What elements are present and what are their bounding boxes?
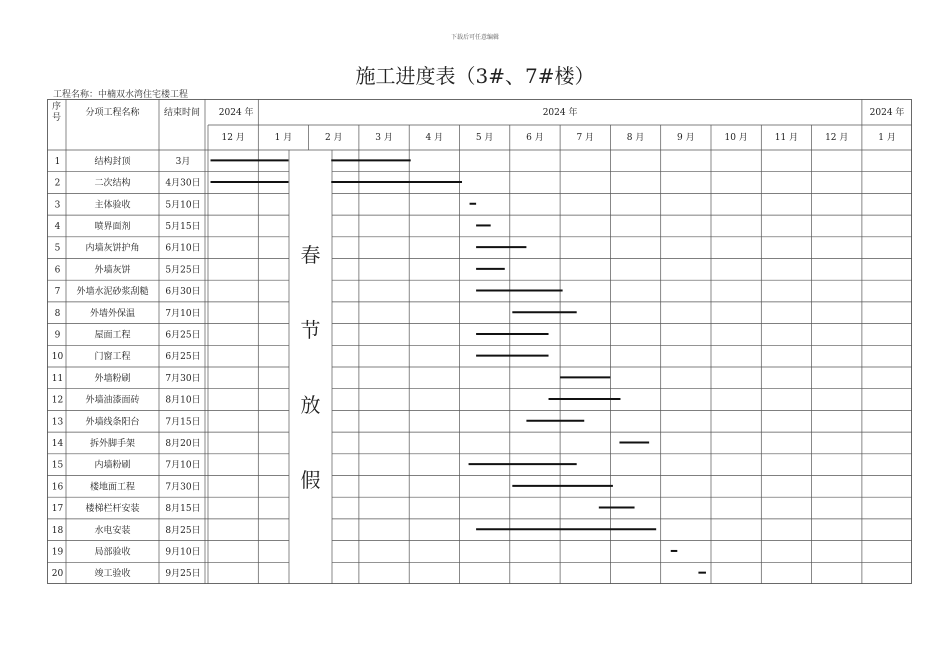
row-number: 1 (54, 156, 61, 167)
month-label: 5 月 (475, 133, 494, 143)
row-number: 20 (51, 569, 64, 580)
header-year-left: 2024 年 (218, 108, 254, 118)
month-label: 8 月 (626, 133, 645, 143)
row-number: 5 (54, 243, 61, 254)
row-item-name: 内墙粉刷 (94, 460, 131, 471)
row-end-time: 7月10日 (165, 460, 201, 471)
month-label: 12 月 (221, 133, 245, 143)
row-end-time: 6月25日 (165, 330, 201, 341)
row-number: 4 (54, 221, 61, 232)
header-item-name: 分项工程名称 (85, 108, 140, 118)
row-number: 9 (54, 330, 61, 341)
row-number: 8 (54, 308, 61, 319)
row-item-name: 外墙外保温 (89, 308, 136, 319)
header-end-time: 结束时间 (163, 108, 201, 118)
page-title: 施工进度表（3#、7#楼） (355, 64, 595, 88)
row-number: 13 (51, 417, 64, 428)
month-label: 4 月 (425, 133, 444, 143)
project-name: 工程名称：中楠双水湾住宅楼工程 (53, 90, 189, 100)
row-item-name: 外墙线条阳台 (85, 417, 140, 428)
month-label: 11 月 (774, 133, 799, 143)
row-number: 18 (51, 525, 64, 536)
row-end-time: 7月10日 (165, 308, 201, 319)
row-end-time: 5月15日 (165, 221, 201, 232)
row-item-name: 屋面工程 (94, 330, 131, 341)
month-label: 9 月 (677, 133, 695, 143)
row-end-time: 8月20日 (165, 438, 201, 449)
row-item-name: 二次结构 (94, 178, 131, 189)
festival-char: 春 (300, 243, 321, 267)
header-note: 下载后可任意编辑 (450, 34, 499, 41)
row-number: 3 (54, 200, 61, 211)
month-label: 1 月 (274, 133, 293, 143)
month-label: 6 月 (526, 133, 544, 143)
row-end-time: 8月10日 (165, 395, 201, 406)
row-item-name: 外墙油漆面砖 (85, 395, 140, 406)
row-end-time: 3月 (175, 156, 191, 167)
row-number: 7 (54, 287, 61, 298)
row-item-name: 水电安装 (94, 525, 131, 536)
row-item-name: 门窗工程 (94, 352, 131, 363)
row-end-time: 8月15日 (165, 504, 201, 515)
row-end-time: 6月10日 (165, 243, 201, 254)
row-item-name: 结构封顶 (94, 156, 131, 167)
row-end-time: 6月25日 (165, 352, 201, 363)
row-number: 12 (51, 395, 64, 406)
festival-char: 放 (300, 393, 321, 417)
month-label: 3 月 (375, 133, 393, 143)
month-label: 1 月 (878, 133, 896, 143)
row-item-name: 内墙灰饼护角 (85, 243, 140, 254)
row-end-time: 5月25日 (165, 265, 201, 276)
row-item-name: 楼梯栏杆安装 (85, 504, 140, 515)
row-item-name: 外墙灰饼 (94, 265, 131, 276)
festival-char: 假 (300, 468, 321, 492)
row-end-time: 9月25日 (165, 569, 201, 580)
header-year-right: 2024 年 (869, 108, 905, 118)
row-item-name: 外墙粉刷 (94, 373, 131, 384)
month-label: 12 月 (825, 133, 849, 143)
row-item-name: 拆外脚手架 (89, 438, 136, 449)
row-item-name: 竣工验收 (94, 569, 131, 580)
month-label: 10 月 (724, 133, 748, 143)
header-year-mid: 2024 年 (542, 108, 578, 118)
row-number: 11 (51, 373, 64, 384)
row-end-time: 5月10日 (165, 200, 201, 211)
row-number: 17 (51, 504, 64, 515)
header-seq: 号 (51, 113, 62, 123)
row-number: 15 (51, 460, 64, 471)
row-end-time: 7月15日 (165, 417, 201, 428)
row-number: 2 (54, 178, 61, 189)
row-number: 14 (51, 438, 64, 449)
row-end-time: 4月30日 (165, 178, 201, 189)
row-end-time: 9月10日 (165, 547, 201, 558)
row-number: 19 (51, 547, 64, 558)
festival-char: 节 (300, 318, 321, 342)
header-seq: 序 (51, 102, 62, 112)
row-item-name: 喷界面剂 (94, 221, 131, 232)
row-end-time: 6月30日 (165, 287, 201, 298)
row-item-name: 外墙水泥砂浆刮糙 (76, 287, 149, 298)
row-end-time: 7月30日 (165, 482, 201, 493)
row-item-name: 局部验收 (94, 547, 131, 558)
row-end-time: 8月25日 (165, 525, 201, 536)
row-end-time: 7月30日 (165, 373, 201, 384)
row-item-name: 楼地面工程 (89, 482, 136, 493)
row-number: 16 (51, 482, 64, 493)
month-label: 2 月 (324, 133, 343, 143)
row-item-name: 主体验收 (94, 200, 131, 211)
month-label: 7 月 (576, 133, 595, 143)
schedule-table (47, 99, 912, 584)
row-number: 6 (54, 265, 61, 276)
row-number: 10 (51, 352, 64, 363)
